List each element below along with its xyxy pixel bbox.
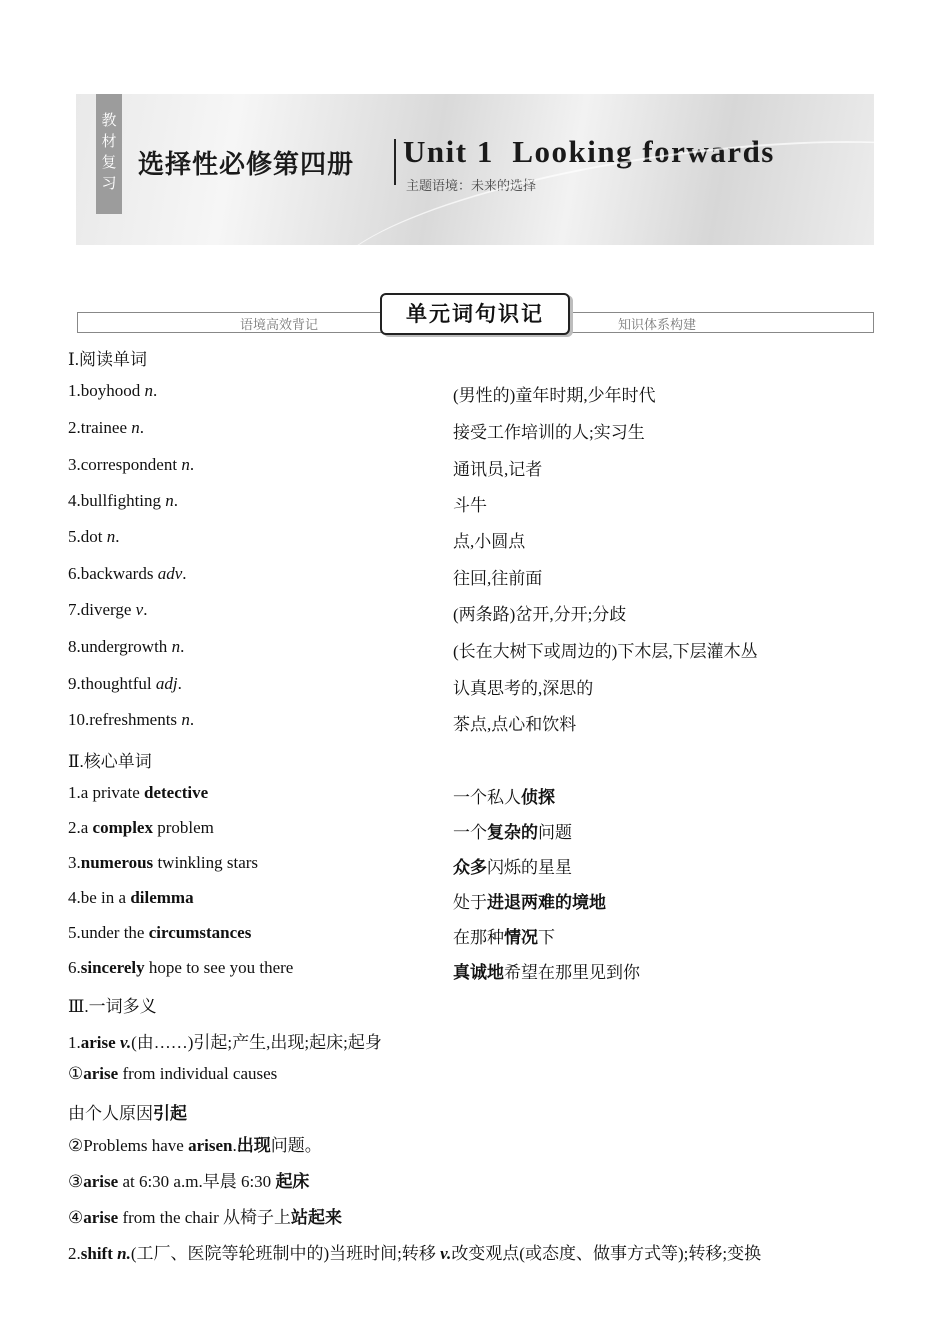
phrase-zh-post: 闪烁的星星	[487, 858, 572, 877]
core-phrase-row	[68, 888, 868, 912]
phrase-chinese	[453, 783, 555, 808]
phrase-pre: be in a	[80, 888, 131, 907]
phrase-zh-keyword: 真诚地	[453, 963, 504, 982]
polysemy-shift	[68, 1239, 761, 1264]
translation-text: 由个人原因	[68, 1104, 153, 1123]
phrase-chinese	[453, 888, 606, 913]
core-phrase-row	[68, 818, 868, 842]
reading-word-row	[68, 674, 868, 698]
section-right-label: 知识体系构建	[618, 317, 697, 332]
arise-pos: v.	[119, 1033, 132, 1052]
section-title-box	[380, 293, 570, 335]
phrase-english	[68, 853, 258, 873]
word-text: boyhood	[80, 381, 141, 400]
phrase-keyword: numerous	[80, 853, 154, 872]
phrase-chinese	[453, 923, 555, 948]
word-text: refreshments	[89, 710, 178, 729]
example-marker: ④	[68, 1208, 84, 1227]
word-pos: n	[131, 418, 140, 437]
word-pos: adv	[157, 564, 183, 583]
word-num: 6.	[68, 564, 81, 583]
title-divider	[394, 139, 396, 185]
section-left-label: 语境高效背记	[240, 317, 319, 332]
word-english: 9.thoughtful adj.	[68, 674, 182, 693]
phrase-keyword: circumstances	[148, 923, 252, 942]
unit-theme: 主题语境：未来的选择	[406, 179, 537, 194]
phrase-post: problem	[152, 818, 214, 837]
reading-word-row	[68, 491, 868, 515]
arise-example-2	[68, 1131, 322, 1156]
phrase-zh-post: 问题	[538, 823, 572, 842]
phrase-zh-keyword: 进退两难的境地	[487, 893, 606, 912]
word-text: correspondent	[80, 455, 178, 474]
example-marker: ③	[68, 1172, 84, 1191]
part2-heading: Ⅱ.核心单词	[68, 752, 152, 771]
translation-text: 从椅子上	[222, 1208, 291, 1227]
word-num: 8.	[68, 637, 81, 656]
shift-pos-n: n.	[117, 1244, 131, 1263]
word-pos: n	[144, 381, 153, 400]
phrase-num: 3.	[68, 853, 81, 872]
core-phrase-row	[68, 958, 868, 982]
phrase-num: 1.	[68, 783, 81, 802]
phrase-num: 6.	[68, 958, 81, 977]
reading-word-row	[68, 381, 868, 405]
reading-word-row	[68, 455, 868, 479]
example-text: from the chair	[118, 1208, 223, 1227]
word-num: 3.	[68, 455, 81, 474]
arise-example-1-translation	[68, 1099, 187, 1124]
word-meaning: 接受工作培训的人;实习生	[453, 423, 645, 442]
phrase-zh-keyword: 复杂的	[487, 823, 538, 842]
reading-word-row	[68, 527, 868, 551]
shift-meaning-n: (工厂、医院等轮班制中的)当班时间;转移	[130, 1244, 441, 1263]
example-punct: .	[232, 1136, 237, 1155]
part3-heading-text: 一词多义	[88, 997, 157, 1016]
phrase-zh-keyword: 众多	[453, 858, 487, 877]
translation-keyword: 站起来	[290, 1208, 342, 1227]
word-pos: n	[165, 491, 174, 510]
word-meaning: 通讯员,记者	[453, 460, 543, 479]
phrase-num: 5.	[68, 923, 81, 942]
example-keyword: arise	[83, 1064, 119, 1083]
reading-word-row	[68, 564, 868, 588]
word-meaning: 点,小圆点	[453, 532, 526, 551]
polysemy-arise	[68, 1028, 382, 1053]
translation-text: 早晨 6:30	[202, 1172, 276, 1191]
word-text: undergrowth	[80, 637, 168, 656]
phrase-keyword: detective	[144, 783, 209, 802]
word-english: 8.undergrowth n.	[68, 637, 185, 656]
reading-word-row	[68, 637, 868, 661]
part3-heading	[68, 992, 157, 1017]
example-keyword: arisen	[188, 1136, 233, 1155]
phrase-english	[68, 888, 194, 908]
word-pos: v	[135, 600, 144, 619]
unit-title: Unit 1 Looking forwards	[403, 134, 775, 169]
review-tag	[96, 94, 122, 214]
word-text: diverge	[80, 600, 132, 619]
phrase-english	[68, 818, 214, 838]
phrase-zh-keyword: 情况	[504, 928, 538, 947]
example-marker: ①	[68, 1064, 84, 1083]
phrase-post: hope to see you there	[144, 958, 294, 977]
arise-example-1	[68, 1064, 277, 1084]
section-title: 单元词句识记	[406, 302, 544, 326]
word-num: 2.	[68, 418, 81, 437]
word-text: trainee	[80, 418, 127, 437]
translation-keyword: 起床	[275, 1172, 310, 1191]
word-pos: n	[171, 637, 181, 656]
word-meaning: (男性的)童年时期,少年时代	[453, 386, 656, 405]
phrase-num: 2.	[68, 818, 81, 837]
example-keyword: arise	[83, 1172, 119, 1191]
arise-example-4	[68, 1203, 342, 1228]
word-english: 5.dot n.	[68, 527, 120, 546]
phrase-num: 4.	[68, 888, 81, 907]
phrase-english	[68, 958, 293, 978]
phrase-zh-pre: 一个	[453, 823, 487, 842]
word-num: 10.	[68, 710, 90, 729]
phrase-keyword: dilemma	[130, 888, 194, 907]
phrase-post: twinkling stars	[153, 853, 259, 872]
word-english: 6.backwards adv.	[68, 564, 187, 583]
phrase-chinese	[453, 958, 640, 983]
reading-word-row	[68, 710, 868, 734]
example-text: Problems have	[83, 1136, 189, 1155]
word-pos: n	[181, 710, 190, 729]
arise-num: 1.	[68, 1033, 81, 1052]
shift-word: shift	[80, 1244, 113, 1263]
arise-example-3	[68, 1167, 309, 1192]
arise-meaning: (由……)引起;产生,出现;起床;起身	[131, 1033, 382, 1052]
word-pos: n	[106, 527, 116, 546]
phrase-chinese	[453, 818, 572, 843]
arise-word: arise	[80, 1033, 116, 1052]
word-pos: n	[181, 455, 190, 474]
word-pos: adj	[155, 674, 178, 693]
phrase-keyword: complex	[92, 818, 153, 837]
phrase-keyword: sincerely	[80, 958, 145, 977]
phrase-english	[68, 783, 208, 803]
shift-num: 2.	[68, 1244, 81, 1263]
translation-keyword: 引起	[153, 1104, 187, 1123]
word-english: 3.correspondent n.	[68, 455, 195, 474]
book-title: 选择性必修第四册	[138, 150, 355, 180]
word-num: 1.	[68, 381, 81, 400]
word-text: dot	[80, 527, 103, 546]
word-english: 1.boyhood n.	[68, 381, 158, 400]
reading-word-row	[68, 418, 868, 442]
shift-meaning-v: 改变观点(或态度、做事方式等);转移;变换	[451, 1244, 762, 1263]
word-text: bullfighting	[80, 491, 162, 510]
translation-text: 问题。	[270, 1136, 322, 1155]
word-meaning: 斗牛	[453, 496, 487, 515]
phrase-zh-post: 下	[538, 928, 555, 947]
word-text: thoughtful	[80, 674, 152, 693]
example-keyword: arise	[83, 1208, 119, 1227]
phrase-zh-post: 希望在那里见到你	[504, 963, 640, 982]
example-marker: ②	[68, 1136, 84, 1155]
core-phrase-row	[68, 853, 868, 877]
part3-heading-num: Ⅲ.	[68, 997, 89, 1016]
word-num: 5.	[68, 527, 81, 546]
unit-banner	[76, 94, 874, 245]
reading-word-row	[68, 600, 868, 624]
translation-keyword: 出现	[236, 1136, 271, 1155]
word-english: 2.trainee n.	[68, 418, 144, 437]
review-tag-label: 教材复习	[99, 112, 118, 196]
word-meaning: (长在大树下或周边的)下木层,下层灌木丛	[453, 642, 758, 661]
phrase-pre: a	[80, 818, 93, 837]
phrase-zh-keyword: 侦探	[521, 788, 555, 807]
word-meaning: 茶点,点心和饮料	[453, 715, 577, 734]
word-english: 7.diverge v.	[68, 600, 148, 619]
phrase-zh-pre: 处于	[453, 893, 487, 912]
word-english: 4.bullfighting n.	[68, 491, 179, 510]
core-phrase-row	[68, 923, 868, 947]
example-text: at 6:30 a.m.	[118, 1172, 203, 1191]
word-meaning: (两条路)岔开,分开;分歧	[453, 605, 627, 624]
phrase-pre: under the	[80, 923, 149, 942]
phrase-zh-pre: 一个私人	[453, 788, 521, 807]
part1-heading: Ⅰ.阅读单词	[68, 350, 147, 369]
word-text: backwards	[80, 564, 154, 583]
word-english: 10.refreshments n.	[68, 710, 195, 729]
core-phrase-row	[68, 783, 868, 807]
word-num: 9.	[68, 674, 81, 693]
phrase-english	[68, 923, 251, 943]
phrase-zh-pre: 在那种	[453, 928, 504, 947]
word-meaning: 往回,往前面	[453, 569, 543, 588]
word-meaning: 认真思考的,深思的	[453, 679, 594, 698]
phrase-chinese	[453, 853, 572, 878]
word-num: 7.	[68, 600, 81, 619]
word-num: 4.	[68, 491, 81, 510]
shift-pos-v: v.	[440, 1244, 452, 1263]
example-text: from individual causes	[118, 1064, 278, 1083]
phrase-pre: a private	[80, 783, 144, 802]
